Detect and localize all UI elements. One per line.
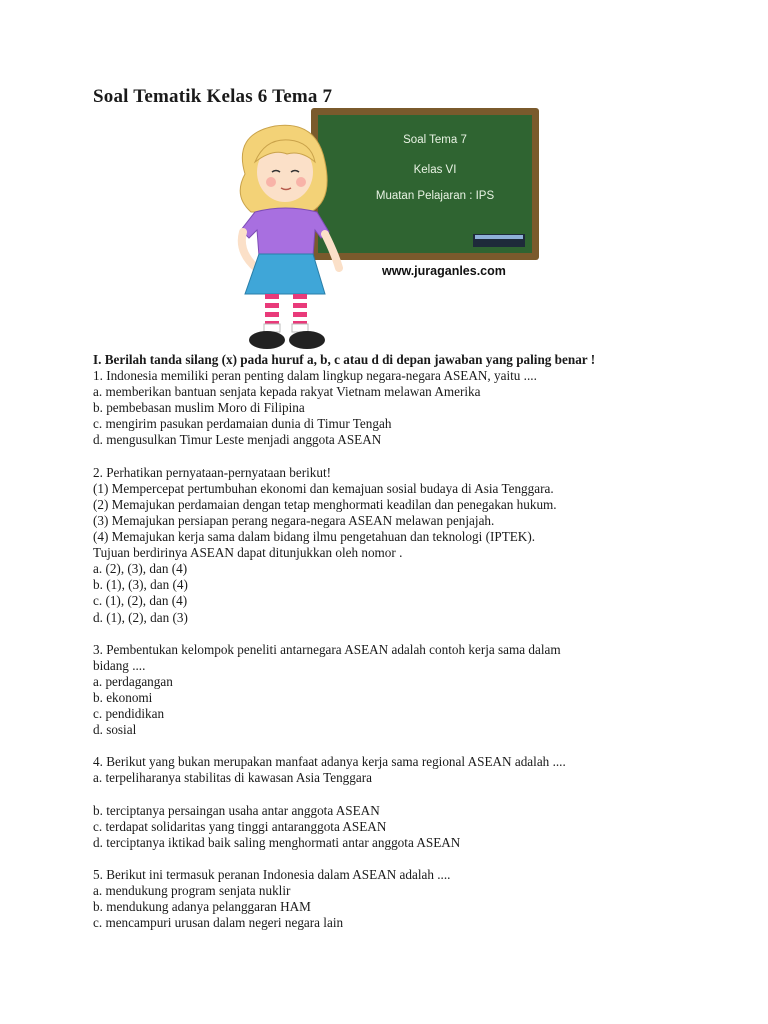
question-2 <box>93 465 733 626</box>
teacher-chalkboard-illustration <box>225 104 545 358</box>
option-a: a. mendukung program senjata nuklir <box>93 883 291 899</box>
question-text: 5. Berikut ini termasuk peranan Indonesia dalam ASEAN adalah .... <box>93 867 451 882</box>
statement-1: (1) Mempercepat pertumbuhan ekonomi dan kemajuan sosial budaya di Asia Tenggara. <box>93 480 554 496</box>
question-text: 1. Indonesia memiliki peran penting dalam lingkup negara-negara ASEAN, yaitu .... <box>93 368 537 384</box>
question-text: 2. Perhatikan pernyataan-pernyataan berikut! <box>93 464 331 480</box>
page-title: Soal Tematik Kelas 6 Tema 7 <box>93 86 333 107</box>
option-c: c. (1), (2), dan (4) <box>93 593 188 609</box>
question-text: 4. Berikut yang bukan merupakan manfaat adanya kerja sama regional ASEAN adalah .... <box>93 754 566 770</box>
question-3 <box>93 642 733 739</box>
option-b: b. mendukung adanya pelanggaran HAM <box>93 899 311 915</box>
option-b: b. terciptanya persaingan usaha antar anggota ASEAN <box>93 802 380 818</box>
question-text-continued: bidang .... <box>93 657 146 673</box>
option-b: b. ekonomi <box>93 689 153 705</box>
option-c: c. terdapat solidaritas yang tinggi antaranggota ASEAN <box>93 818 387 834</box>
option-d: d. terciptanya iktikad baik saling menghormati antar anggota ASEAN <box>93 834 461 850</box>
question-4 <box>93 754 733 851</box>
option-a: a. terpeliharanya stabilitas di kawasan Asia Tenggara <box>93 770 372 786</box>
chalkboard <box>311 108 539 260</box>
girl-icon <box>240 125 339 349</box>
option-d: d. sosial <box>93 722 137 738</box>
option-b: b. (1), (3), dan (4) <box>93 577 188 593</box>
statement-4: (4) Memajukan kerja sama dalam bidang ilmu pengetahuan dan teknologi (IPTEK). <box>93 529 536 545</box>
question-5 <box>93 867 733 931</box>
board-line-3: Muatan Pelajaran : IPS <box>375 190 495 202</box>
option-c: c. pendidikan <box>93 706 165 722</box>
question-stem: Tujuan berdirinya ASEAN dapat ditunjukkan oleh nomor . <box>93 545 403 561</box>
statement-3: (3) Memajukan persiapan perang negara-negara ASEAN melawan penjajah. <box>93 512 495 528</box>
board-line-2: Kelas VI <box>413 164 457 176</box>
option-a: a. (2), (3), dan (4) <box>93 561 188 577</box>
instruction: I. Berilah tanda silang (x) pada huruf a, b, c atau d di depan jawaban yang paling benar ! <box>93 352 596 367</box>
option-d: d. mengusulkan Timur Leste menjadi anggota ASEAN <box>93 432 382 448</box>
option-a: a. memberikan bantuan senjata kepada rakyat Vietnam melawan Amerika <box>93 384 481 400</box>
website-label: www.juraganles.com <box>382 264 506 278</box>
question-1 <box>93 368 733 448</box>
board-line-1: Soal Tema 7 <box>403 134 467 146</box>
question-sheet <box>93 352 733 931</box>
option-d: d. (1), (2), dan (3) <box>93 609 188 625</box>
option-a: a. perdagangan <box>93 673 173 689</box>
statement-2: (2) Memajukan perdamaian dengan tetap menghormati keadilan dan penegakan hukum. <box>93 496 557 512</box>
option-b: b. pembebasan muslim Moro di Filipina <box>93 400 305 416</box>
option-c: c. mengirim pasukan perdamaian dunia di Timur Tengah <box>93 416 392 432</box>
question-text: 3. Pembentukan kelompok peneliti antarnegara ASEAN adalah contoh kerja sama dalam <box>93 641 561 657</box>
option-c: c. mencampuri urusan dalam negeri negara lain <box>93 915 344 931</box>
